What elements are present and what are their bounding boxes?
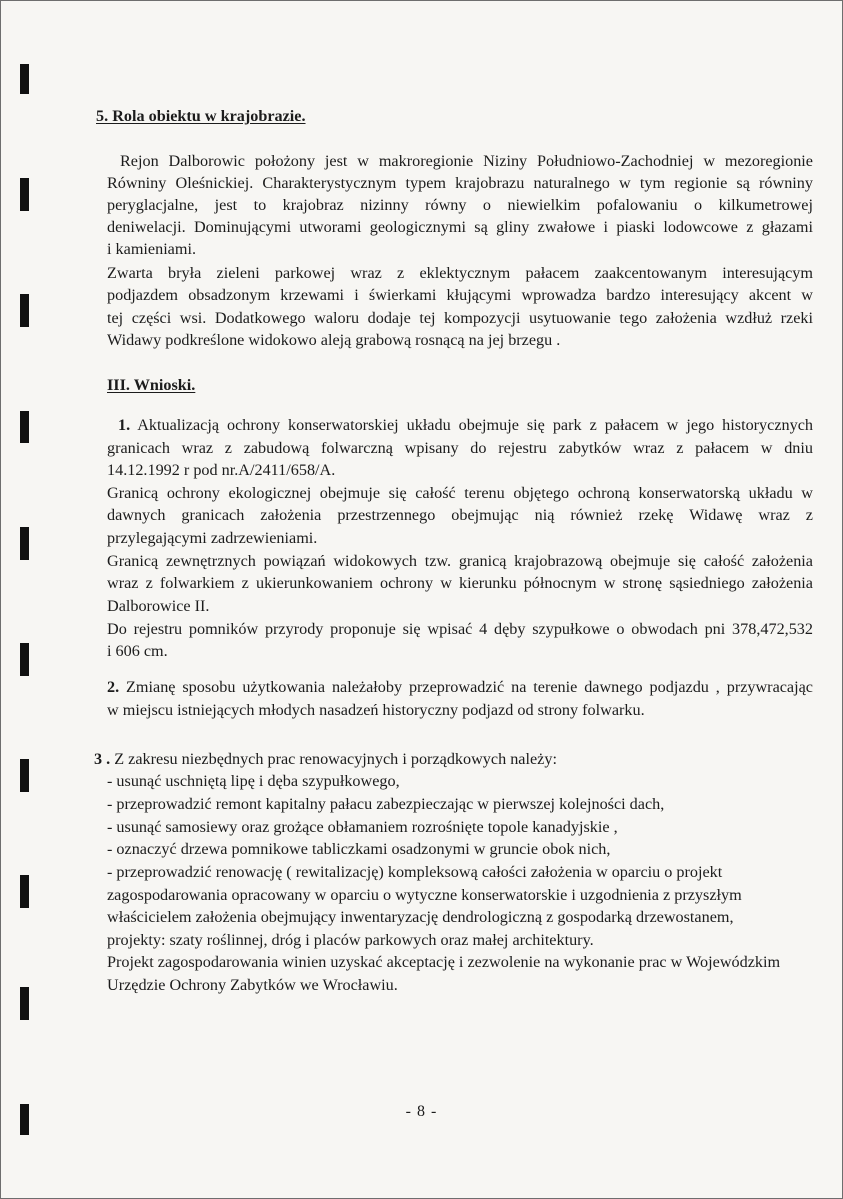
paragraph-line: i kamieniami. bbox=[107, 240, 197, 258]
paragraph-line: Dalborowice II. bbox=[107, 597, 210, 615]
paragraph-line: peryglacjalne, jest to krajobraz nizinny równy o niewielkim pofalowaniu o kilkumetrowej bbox=[107, 196, 813, 214]
paragraph-line: właścicielem założenia obejmujący inwentaryzację dendrologiczną z gospodarką drzewostanem, bbox=[107, 908, 734, 926]
paragraph-line: Projekt zagospodarowania winien uzyskać akceptację i zezwolenie na wykonanie prac w Wojewódzkim bbox=[107, 953, 781, 971]
item-number: 1. bbox=[118, 416, 131, 434]
paragraph-line bbox=[94, 748, 557, 770]
scan-mark bbox=[20, 64, 29, 94]
paragraph-line: i 606 cm. bbox=[107, 642, 168, 660]
paragraph-line: dawnych granicach założenia przestrzennego obejmując nią również rzekę Widawę wraz z bbox=[107, 506, 813, 524]
paragraph-line: tej części wsi. Dodatkowego waloru dodaje tej kompozycji usytuowanie tego założenia wzdłuż rzeki bbox=[107, 309, 813, 327]
paragraph-line: Do rejestru pomników przyrody proponuje się wpisać 4 dęby szypułkowe o obwodach pni 378,472,532 bbox=[107, 620, 813, 638]
scan-mark bbox=[20, 643, 29, 676]
list-item: - usunąć samosiewy oraz grożące obłamaniem rozrośnięte topole kanadyjskie , bbox=[107, 818, 618, 836]
paragraph-line: wraz z folwarkiem z ukierunkowaniem ochrony w kierunku północnym w stronę sąsiedniego założenia bbox=[107, 574, 813, 592]
paragraph-line bbox=[118, 414, 813, 436]
scan-mark bbox=[20, 875, 29, 908]
paragraph-line: Granicą ochrony ekologicznej obejmuje się całość terenu objętego ochroną konserwatorską układu w bbox=[107, 484, 813, 502]
item-text: Zmianę sposobu użytkowania należałoby przeprowadzić na terenie dawnego podjazdu , przywracając bbox=[119, 678, 813, 696]
paragraph-line: Rejon Dalborowic położony jest w makroregionie Niziny Południowo-Zachodniej w mezoregionie bbox=[120, 152, 813, 170]
scan-mark bbox=[20, 178, 29, 211]
paragraph-line: Granicą zewnętrznych powiązań widokowych tzw. granicą krajobrazową obejmuje się całość założenia bbox=[107, 552, 813, 570]
paragraph-line: Widawy podkreślone widokowo aleją grabową rosnącą na jej brzegu . bbox=[107, 331, 561, 349]
page-number: - 8 - bbox=[405, 1103, 438, 1120]
scan-mark bbox=[20, 527, 29, 560]
list-item: - usunąć uschniętą lipę i dęba szypułkowego, bbox=[107, 772, 400, 790]
item-number: 2. bbox=[107, 678, 120, 696]
list-item: - oznaczyć drzewa pomnikowe tabliczkami osadzonymi w gruncie obok nich, bbox=[107, 840, 611, 858]
paragraph-line bbox=[107, 676, 813, 698]
paragraph-line: Zwarta bryła zieleni parkowej wraz z eklektycznym pałacem zaakcentowanym interesującym bbox=[107, 264, 813, 282]
list-item: - przeprowadzić remont kapitalny pałacu zabezpieczając w pierwszej kolejności dach, bbox=[107, 795, 665, 813]
scan-mark bbox=[20, 411, 29, 443]
paragraph-line: 14.12.1992 r pod nr.A/2411/658/A. bbox=[107, 461, 336, 479]
scan-mark bbox=[20, 294, 29, 327]
section-heading: 5. Rola obiektu w krajobrazie. bbox=[96, 107, 306, 125]
paragraph-line: podjazdem obsadzonym krzewami i świerkami kłującymi wprowadza bardzo interesujący akcent w bbox=[107, 286, 813, 304]
section-heading: III. Wnioski. bbox=[107, 376, 196, 394]
list-item: - przeprowadzić renowację ( rewitalizację) kompleksową całości założenia w oparciu o projekt bbox=[107, 863, 723, 881]
scan-mark bbox=[20, 987, 29, 1020]
paragraph-line: projekty: szaty roślinnej, dróg i placów parkowych oraz małej architektury. bbox=[107, 931, 594, 949]
item-text: Aktualizacją ochrony konserwatorskiej układu obejmuje się park z pałacem w jego historycznych bbox=[130, 416, 813, 434]
item-text: Z zakresu niezbędnych prac renowacyjnych i porządkowych należy: bbox=[110, 750, 557, 768]
paragraph-line: deniwelacji. Dominującymi utworami geologicznymi są gliny zwałowe i piaski lodowcowe z głazami bbox=[107, 218, 813, 236]
paragraph-line: w miejscu istniejących młodych nasadzeń historyczny podjazd od strony folwarku. bbox=[107, 701, 645, 719]
scan-mark bbox=[20, 759, 29, 792]
paragraph-line: Urzędzie Ochrony Zabytków we Wrocławiu. bbox=[107, 976, 398, 994]
paragraph-line: zagospodarowania opracowany w oparciu o wytyczne konserwatorskie i uzgodnienia z przyszłym bbox=[107, 886, 742, 904]
paragraph-line: przylegającymi zadrzewieniami. bbox=[107, 529, 318, 547]
paragraph-line: granicach wraz z zabudową folwarczną wpisany do rejestru zabytków wraz z pałacem w dniu bbox=[107, 439, 813, 457]
paragraph-line: Równiny Oleśnickiej. Charakterystycznym typem krajobrazu naturalnego w tym regionie są równiny bbox=[107, 174, 813, 192]
item-number: 3 . bbox=[94, 750, 111, 768]
